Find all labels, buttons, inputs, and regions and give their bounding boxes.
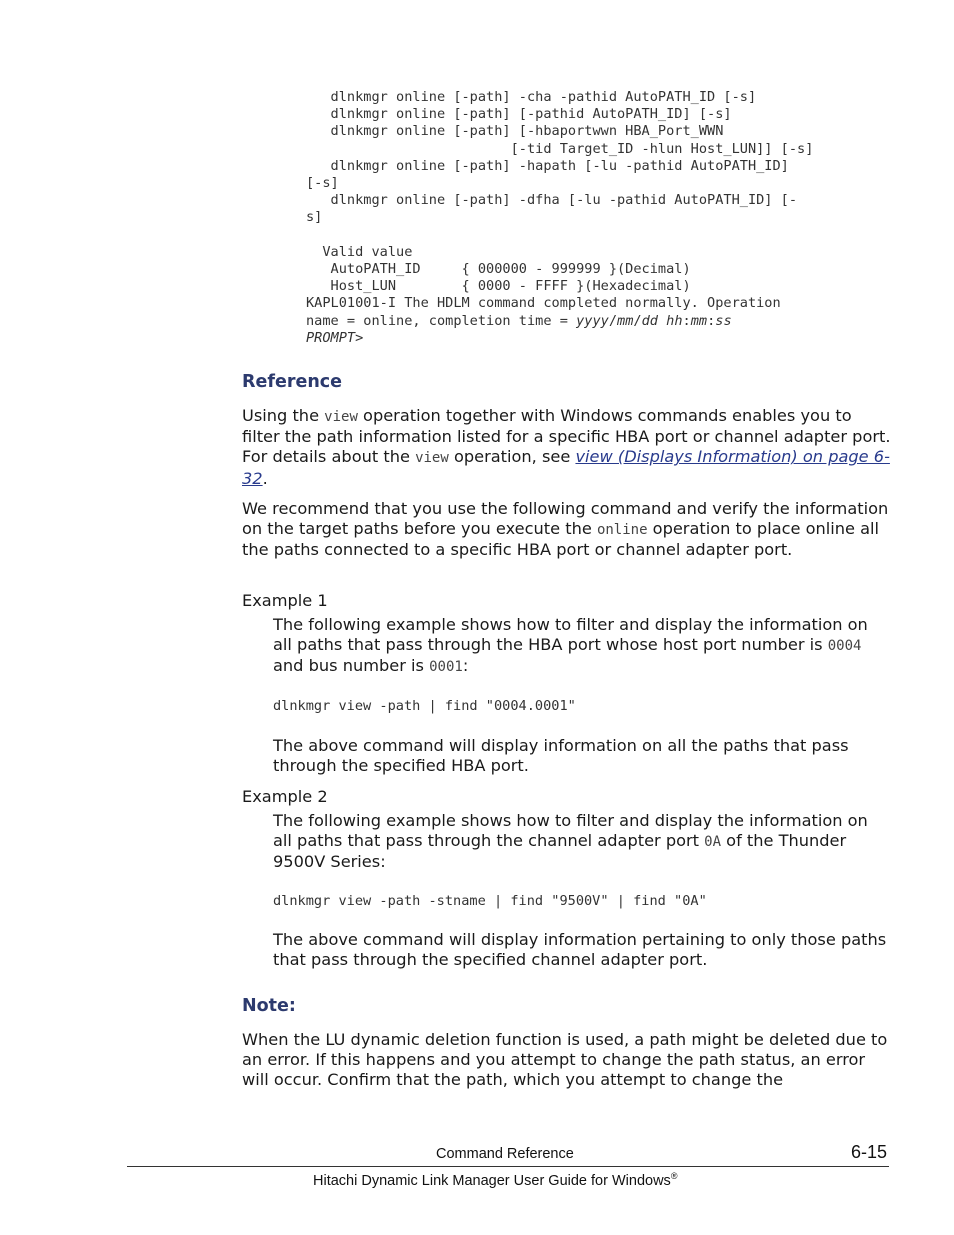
footer-book-title [313, 1171, 677, 1189]
code-line [306, 313, 732, 329]
note-paragraph: When the LU dynamic deletion function is used, a path might be deleted due to an error. If this happens and you attempt to change the path status, an error will occur. Confirm that the path, which you attempt to change the [242, 1030, 888, 1090]
inline-code: view [324, 409, 358, 425]
text: The following example shows how to filter and display the information on all paths that pass through the channel adapter port [273, 811, 868, 851]
example-1-description [273, 615, 888, 678]
placeholder-minute: mm [690, 312, 708, 329]
text: operation to place online all the paths connected to a specific HBA port or channel adapter port. [242, 519, 880, 560]
placeholder-hour: hh [666, 312, 683, 329]
example-1-label: Example 1 [242, 591, 328, 610]
code-line: dlnkmgr online [-path] [-hbaportwwn HBA_Port_WWN [306, 123, 724, 140]
example-2-result: The above command will display information pertaining to only those paths that pass through the specified channel adapter port. [273, 930, 887, 970]
code-line: dlnkmgr online [-path] -hapath [-lu -pathid AutoPATH_ID] [306, 157, 789, 174]
code-line: s] [306, 209, 323, 226]
code-fragment: name = online, completion time = [306, 312, 577, 329]
inline-code: 0004 [827, 638, 862, 655]
text: We recommend that you use the following command and verify the information on the target paths before you execute the [242, 499, 889, 539]
inline-code: 0A [704, 834, 722, 851]
code-fragment [658, 313, 666, 329]
code-line: Host_LUN { 0000 - FFFF }(Hexadecimal) [306, 278, 691, 295]
example-2-description [273, 811, 888, 873]
placeholder-second: ss [715, 312, 732, 329]
inline-code: 0001 [429, 659, 463, 676]
placeholder-day: dd [641, 312, 658, 329]
text: The following example shows how to filter and display the information on all paths that pass through the HBA port whose host port number is [273, 615, 868, 655]
code-fragment: : [707, 312, 716, 329]
code-fragment: / [633, 312, 642, 329]
book-title-text: Hitachi Dynamic Link Manager User Guide for Windows [313, 1172, 671, 1189]
view-command-link[interactable]: view (Displays Information) on page 6-32 [242, 447, 890, 488]
code-line: [-tid Target_ID -hlun Host_LUN]] [-s] [306, 140, 814, 157]
text: Using the [242, 406, 325, 425]
text: and bus number is [273, 656, 430, 676]
code-fragment: / [608, 312, 618, 329]
code-line-prompt: PROMPT> [306, 329, 364, 346]
inline-code: view [415, 450, 449, 467]
code-line: [-s] [306, 175, 339, 192]
text: operation together with Windows commands enables you to filter the path information listed for a specific HBA port or channel adapter port. For details about the [242, 406, 891, 467]
reference-paragraph-1 [242, 406, 892, 489]
text: operation, see [448, 447, 576, 467]
example-2-command: dlnkmgr view -path -stname | find "9500V" | find "0A" [273, 893, 707, 909]
example-2-label: Example 2 [242, 787, 328, 806]
code-line: dlnkmgr online [-path] [-pathid AutoPATH_ID] [-s] [306, 106, 732, 123]
note-heading: Note: [242, 996, 296, 1016]
text: : [462, 656, 469, 676]
example-1-result: The above command will display information on all the paths that pass through the specified HBA port. [273, 736, 849, 776]
command-syntax-block [306, 89, 813, 347]
text: of the Thunder 9500V Series: [273, 831, 847, 872]
code-line: dlnkmgr online [-path] -cha -pathid AutoPATH_ID [-s] [306, 89, 757, 105]
code-fragment: : [682, 312, 691, 329]
example-1-command: dlnkmgr view -path | find "0004.0001" [273, 698, 576, 714]
code-line: Valid value [306, 243, 413, 260]
placeholder-month: mm [617, 312, 634, 329]
text: . [262, 468, 268, 488]
footer-divider [127, 1166, 889, 1167]
code-line: AutoPATH_ID { 000000 - 999999 }(Decimal) [306, 261, 691, 278]
footer-page-number: 6-15 [851, 1142, 888, 1162]
placeholder-year: yyyy [576, 312, 609, 329]
code-line: dlnkmgr online [-path] -dfha [-lu -pathid AutoPATH_ID] [- [306, 192, 798, 209]
inline-code: online [596, 522, 648, 539]
footer-section-name: Command Reference [436, 1146, 574, 1162]
reference-paragraph-2 [242, 499, 892, 561]
registered-mark: ® [670, 1171, 678, 1181]
code-line: KAPL01001-I The HDLM command completed normally. Operation [306, 295, 781, 312]
reference-heading: Reference [242, 372, 343, 392]
